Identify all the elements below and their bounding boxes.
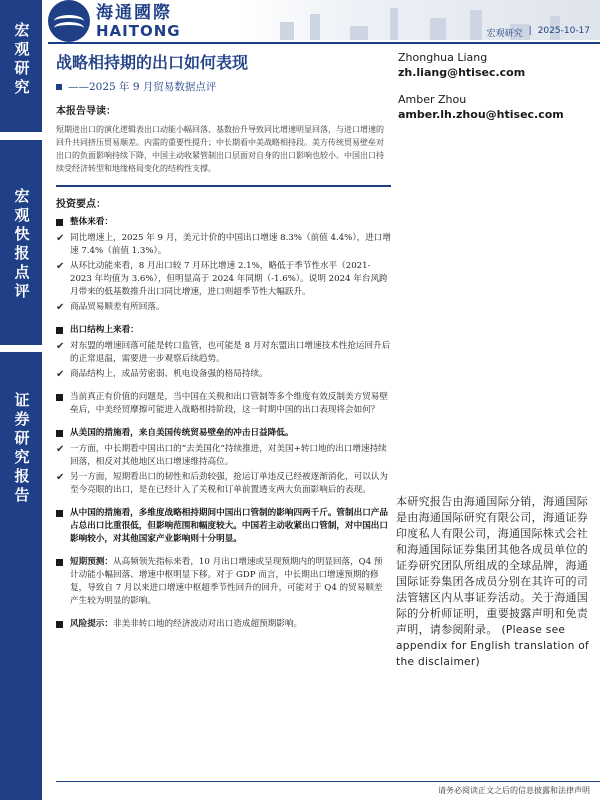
square-bullet-icon [56, 556, 70, 570]
report-body [56, 102, 391, 642]
footer-divider [56, 781, 600, 782]
point-item: 对东盟的增速回落可能是转口监管，也可能是 8 月对东盟出口增速技术性抢运回升后的正常退温，需要进一步观察后续趋势。 [70, 341, 391, 364]
point-group-us-measures [56, 427, 391, 497]
sidebar [0, 0, 42, 800]
point-item: 同比增速上，2025 年 9 月，美元计价的中国出口增速 8.3%（前值 4.4%），进口增速 7.4%（前值 1.3%）。 [70, 233, 391, 256]
point-heading: 短期预测： [70, 557, 113, 567]
point-heading: 出口结构上来看： [70, 325, 139, 335]
brand-logo [48, 0, 181, 42]
disclaimer-cn: 本研究报告由海通国际分销，海通国际是由海通国际研究有限公司，海通证券印度私人有限公司，海通国际株式会社和海通国际证券集团其他各成员单位的证券研究团队所组成的全球品牌，海通国际证券集团各成员分别在其许可的司法管辖区内从事证券活动。关于海通国际的分析师证明，重要披露声明和免责声明，请参阅附录。 [396, 495, 589, 636]
sidebar-report-kind-block [0, 352, 42, 800]
square-bullet-icon [56, 618, 70, 632]
point-group-risk [56, 618, 391, 632]
point-item: 商品结构上，成品劳密弱、机电设备强的格局持续。 [70, 369, 268, 379]
disclaimer [396, 494, 596, 670]
point-text: 从高频领先指标来看，10 月出口增速或呈现预期内的明显回落，Q4 预计动能小幅回落、增速中枢明显下移。对于 GDP 而言，中长期出口增速预期的修复，导致自 7 月以来进口增速中枢超季节性回升的回升，可能对于 Q4 的贸易顺差产生较为明显的影响。 [70, 557, 383, 606]
header-meta: 宏观研究 | 2025-10-17 [486, 26, 590, 39]
point-heading: 整体来看： [70, 217, 113, 227]
check-icon [56, 368, 70, 381]
check-icon [56, 340, 70, 353]
report-title: 战略相持期的出口如何表现 [56, 53, 249, 72]
square-bullet-icon [56, 391, 70, 405]
check-icon [56, 471, 70, 484]
report-subtitle-text: ——2025 年 9 月贸易数据点评 [68, 81, 217, 93]
point-heading: 从中国的措施看，多维度战略相持期间中国出口管制的影响四两千斤。管制出口产品占总出口比重很低，但影响范围和幅度较大。中国若主动收紧出口管制，对中国出口影响较小，对其他国家产业影响则十分明显。 [70, 508, 388, 544]
brand-name-cn: 海通國際 [96, 3, 172, 23]
point-group-china-measures [56, 507, 391, 546]
point-group-question [56, 391, 391, 417]
point-text: 当前真正有价值的问题是，当中国在关税和出口管制等多个维度有效反制美方贸易壁垒后，中美经贸摩擦可能进入战略相持阶段，这一时期中国的出口表现将会如何？ [70, 392, 388, 415]
report-subtitle [56, 79, 216, 94]
intro-heading: 本报告导读： [56, 106, 116, 117]
point-group-overall [56, 216, 391, 314]
square-bullet-icon [56, 324, 70, 338]
square-bullet-icon [56, 507, 70, 521]
analyst-name: Amber Zhou [398, 93, 467, 106]
header-category: 宏观研究 [486, 29, 523, 39]
analyst-email[interactable]: zh.liang@htisec.com [398, 66, 526, 79]
analyst-list [398, 50, 598, 134]
sidebar-category-label: 宏观研究 [12, 22, 31, 98]
sidebar-report-type-label: 宏观快报点评 [12, 188, 31, 302]
sidebar-category-block [0, 0, 42, 132]
check-icon [56, 232, 70, 245]
analyst-name: Zhonghua Liang [398, 51, 488, 64]
sidebar-report-kind-label: 证券研究报告 [12, 392, 31, 506]
square-bullet-icon [56, 427, 70, 441]
analyst-entry [398, 50, 598, 80]
logo-wave-icon [48, 0, 90, 42]
footer-note: 请务必阅读正文之后的信息披露和法律声明 [438, 786, 590, 795]
analyst-email[interactable]: amber.lh.zhou@htisec.com [398, 108, 564, 121]
square-bullet-icon [56, 216, 70, 230]
key-points-heading: 投资要点： [56, 199, 106, 210]
header-divider [48, 42, 600, 44]
check-icon [56, 260, 70, 273]
sidebar-report-type-block [0, 140, 42, 345]
square-bullet-icon [56, 84, 62, 90]
point-item: 从环比动能来看，8 月出口较 7 月环比增速 2.1%，略低于季节性水平（2021-2023 年均值为 3.6%），但明显高于 2024 年同期（-1.6%）。说明 2024 年台风跨月带来的低基数推升出口同比增速，进口则超季节性大幅跃升。 [70, 261, 388, 297]
section-divider [56, 185, 391, 187]
point-group-structure [56, 324, 391, 381]
analyst-entry [398, 92, 598, 122]
point-heading: 从美国的措施看，来自美国传统贸易壁垒的冲击日益降低。 [70, 428, 294, 438]
point-group-forecast [56, 556, 391, 608]
point-item: 另一方面，短期看出口的韧性和后劲较强，抢运订单违反已经被逐渐消化，可以认为至今亮眼的出口，是在已经计入了关税和订单前置透支两大负面影响后的表现。 [70, 472, 388, 495]
brand-name-en: HAITONG [96, 22, 181, 40]
intro-text: 短期进出口的演化逻辑表出口动能小幅回落、基数抬升导致同比增速明显回落，与进口增速的回升共同挤压贸易顺差。内需的重要性提升；中长期看中美战略相持段。美方传统贸易壁垒对出口的负面影响持续下降，中国主动收紧管制出口层面对自身的出口影响也较小。中国出口持续受经济转型和地缘格局变化的结构性支撑。 [56, 125, 384, 173]
check-icon [56, 443, 70, 456]
check-icon [56, 301, 70, 314]
point-text: 非美非转口地的经济波动对出口造成超预期影响。 [112, 619, 303, 629]
point-item: 商品贸易顺差有所回落。 [70, 302, 165, 312]
point-heading: 风险提示： [70, 619, 113, 629]
point-item: 一方面，中长期看中国出口的“去美国化”持续推进，对美国+转口地的出口增速持续回落，相反对其他地区出口增速维持高位。 [70, 444, 387, 467]
disclaimer-en: (Please see appendix for English translation of the disclaimer) [396, 624, 590, 668]
header-date: 2025-10-17 [537, 26, 590, 36]
